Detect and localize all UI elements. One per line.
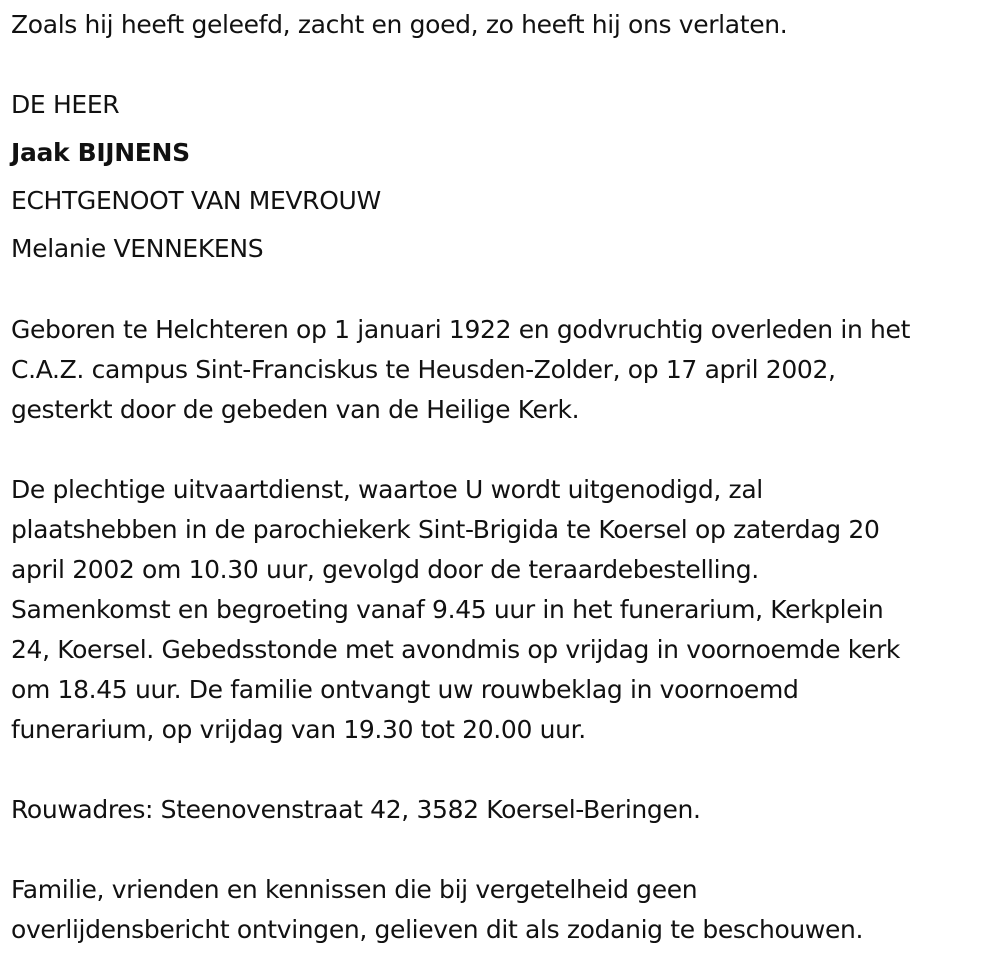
paragraph-line: Familie, vrienden en kennissen die bij vergetelheid geen [11,875,698,904]
honorific-title: DE HEER [11,90,120,119]
paragraph-line: 24, Koersel. Gebedsstonde met avondmis op vrijdag in voornoemde kerk [11,635,901,664]
birth-death-paragraph [11,310,996,430]
paragraph-line: om 18.45 uur. De familie ontvangt uw rouwbeklag in voornoemd [11,675,799,704]
paragraph-line: gesterkt door de gebeden van de Heilige Kerk. [11,395,580,424]
deceased-name: Jaak BIJNENS [11,138,190,167]
paragraph-line: plaatshebben in de parochiekerk Sint-Brigida te Koersel op zaterdag 20 [11,515,880,544]
paragraph-line: funerarium, op vrijdag van 19.30 tot 20.00 uur. [11,715,586,744]
paragraph-line: overlijdensbericht ontvingen, gelieven dit als zodanig te beschouwen. [11,915,864,944]
paragraph-line: Geboren te Helchteren op 1 januari 1922 en godvruchtig overleden in het [11,315,911,344]
spouse-label: ECHTGENOOT VAN MEVROUW [11,186,381,215]
mourning-address [11,790,996,830]
paragraph-line: Samenkomst en begroeting vanaf 9.45 uur in het funerarium, Kerkplein [11,595,884,624]
paragraph-line: C.A.Z. campus Sint-Franciskus te Heusden-Zolder, op 17 april 2002, [11,355,836,384]
paragraph-line: Rouwadres: Steenovenstraat 42, 3582 Koersel-Beringen. [11,795,701,824]
family-note-paragraph [11,870,996,950]
spouse-name: Melanie VENNEKENS [11,234,264,263]
paragraph-line: april 2002 om 10.30 uur, gevolgd door de teraardebestelling. [11,555,759,584]
memorial-quote: Zoals hij heeft geleefd, zacht en goed, zo heeft hij ons verlaten. [11,10,788,39]
funeral-service-paragraph [11,470,996,750]
paragraph-line: De plechtige uitvaartdienst, waartoe U wordt uitgenodigd, zal [11,475,763,504]
